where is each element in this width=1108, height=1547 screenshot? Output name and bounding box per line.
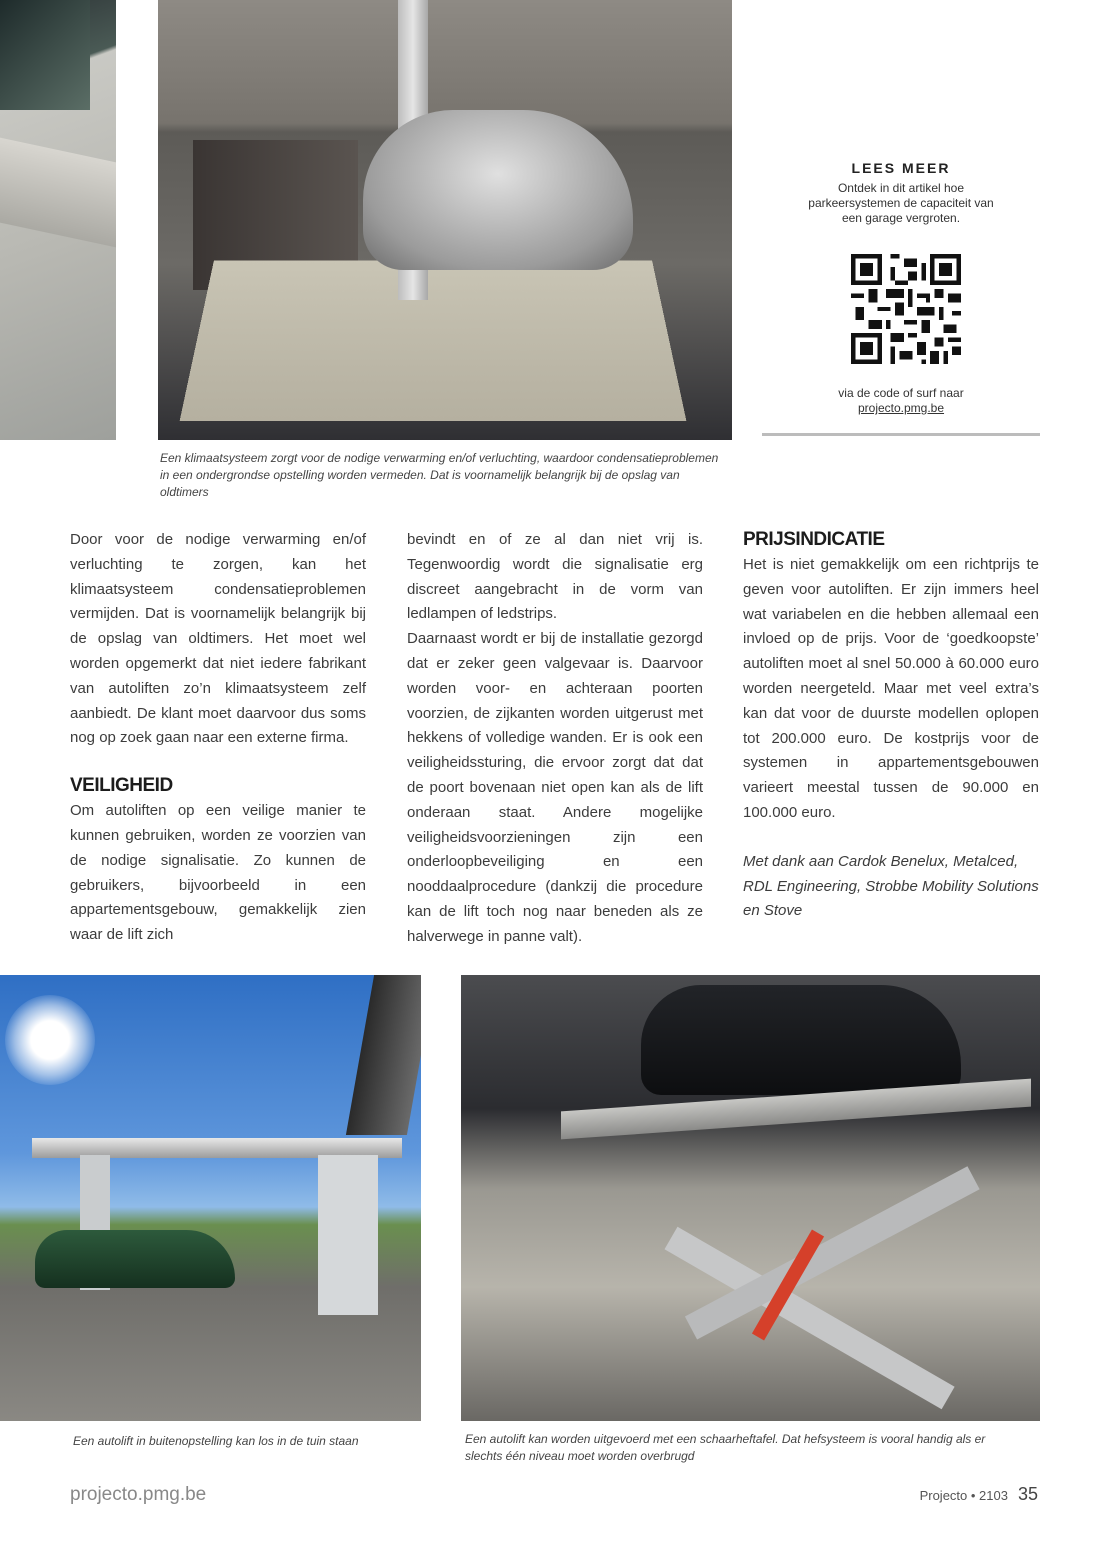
- lees-meer-via: via de code of surf naar: [838, 386, 964, 400]
- page-number: 35: [1017, 1484, 1038, 1504]
- qr-code-icon[interactable]: [851, 254, 961, 364]
- caption-bottom-right: Een autolift kan worden uitgevoerd met een schaarheftafel. Dat hefsysteem is vooral handig als er slechts één niveau moet worden overbrugd: [465, 1432, 986, 1463]
- col1-paragraph-2: Om autoliften op een veilige manier te kunnen gebruiken, worden ze voorzien van de nodige signalisatie. Zo kunnen de gebruikers, bijvoorbeeld in een appartementsgebouw, gemakkelijk zien waar de lift zich: [70, 802, 366, 944]
- footer-url[interactable]: projecto.pmg.be: [70, 1484, 207, 1505]
- photo-garage-lift-oldtimer: [158, 0, 732, 440]
- lees-meer-title: LEES MEER: [851, 160, 951, 176]
- lees-meer-box: [762, 160, 1040, 226]
- heading-veiligheid: VEILIGHEID: [70, 775, 173, 797]
- col3-thanks: Met dank aan Cardok Benelux, Metalced, RDL Engineering, Strobbe Mobility Solutions en Stove: [743, 852, 1039, 920]
- photo-scissor-lift: [461, 975, 1040, 1421]
- lees-meer-divider: [762, 433, 1040, 436]
- column-3: [743, 527, 1039, 924]
- heading-prijsindicatie: PRIJSINDICATIE: [743, 529, 885, 550]
- footer-magazine: Projecto • 2103: [919, 1488, 1008, 1503]
- col3-paragraph-1: Het is niet gemakkelijk om een richtprijs te geven voor autoliften. Er zijn immers heel wat variabelen en die hebben allemaal een invloed op de prijs. Voor de ‘goedkoopste’ autoliften moet al snel 50.000 à 60.000 euro worden neergeteld. Maar met veel extra’s kan dat voor de duurste modellen oplopen tot 200.000 euro. De kostprijs voor de systemen in appartementsgebouwen varieert meestal tussen de 90.000 en 100.000 euro.: [743, 556, 1039, 821]
- photo-outdoor-carport-lift: [0, 975, 421, 1421]
- footer-right: [920, 1484, 1038, 1505]
- col2-paragraph-2: Daarnaast wordt er bij de installatie gezorgd dat er zeker geen valgevaar is. Daarvoor worden voor- en achteraan poorten voorzien, de zijkanten worden uitgerust met hekkens of volledige wanden. Er is ook een veiligheidssturing, die ervoor zorgt dat dat de poort bovenaan niet open kan als de lift onderaan staat. Andere mogelijke veiligheidsvoorzieningen zijn een onderloopbeveiliging en een nooddaalprocedure (dankzij die procedure kan de lift toch nog naar beneden als ze halverwege in panne valt).: [407, 630, 703, 945]
- column-2: [407, 528, 703, 950]
- lees-meer-footer: [762, 386, 1040, 416]
- lees-meer-link[interactable]: projecto.pmg.be: [857, 401, 945, 415]
- lees-meer-text: Ontdek in dit artikel hoe parkeersystemen de capaciteit van een garage vergroten.: [808, 181, 994, 225]
- photo-building-detail: [0, 0, 116, 440]
- col2-paragraph-1: bevindt en of ze al dan niet vrij is. Tegenwoordig wordt die signalisatie erg discreet aangebracht in de vorm van ledlampen of ledstrips.: [407, 531, 703, 623]
- caption-bottom-left: Een autolift in buitenopstelling kan los in de tuin staan: [73, 1434, 359, 1448]
- caption-top: Een klimaatsysteem zorgt voor de nodige verwarming en/of verluchting, waardoor condensatieproblemen in een ondergrondse opstelling worden vermeden. Dat is voornamelijk belangrijk bij de opslag van oldtimers: [160, 451, 719, 499]
- col1-paragraph-1: Door voor de nodige verwarming en/of verluchting te zorgen, kan het klimaatsysteem condensatieproblemen vermijden. Dat is voornamelijk belangrijk bij de opslag van oldtimers. Het moet wel worden opgemerkt dat niet iedere fabrikant van autoliften zo’n klimaatsysteem zelf aanbiedt. De klant moet daarvoor dus soms nog op zoek gaan naar een externe firma.: [70, 531, 366, 747]
- column-1: [70, 528, 366, 948]
